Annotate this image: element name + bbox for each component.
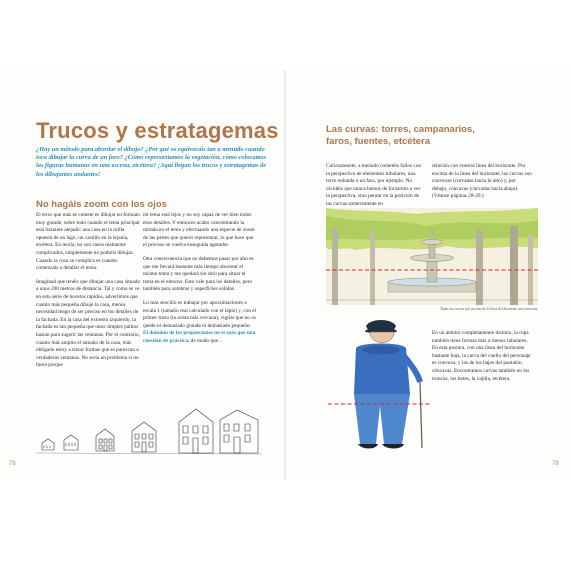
section-title-curves: Las curvas: torres, campanarios, faros, fuentes, etcétera xyxy=(326,124,475,147)
fountain-park-illustration xyxy=(326,208,538,305)
page-title: Trucos y estratagemas xyxy=(36,118,279,143)
paragraph-text: Lo más sencillo es trabajar por aproximaciones a escala 1 (tamaño real calculado con el lápiz) y, con el primer trazo (la arista más cercana), vigilar que no os quede ni demasiado grande ni demasiado pequeño. xyxy=(143,299,257,329)
page-number-left: 78 xyxy=(9,461,16,467)
paragraph: El error que más se comete es dibujar en formato muy grande, sobre todo cuando el tema principal está bastante alejado: una casa en la orilla opuesta de un lago, un castillo en la lejanía, etcétera. En teoría, no son casos realmente complicados, simplemente no podréis dibujar. Cuando la cosa se complica es cuando comenzáis a detallar el tema. xyxy=(36,212,140,272)
paragraph: Otra consecuencia que no debemos pasar por alto es que me llevará bastante más tiempo abocetar el mismo tema y me quedará sin sitio para situar el tema en el entorno. Esto vale para los detalles, pero también para sombras y superficies sólidas. xyxy=(143,255,254,293)
page-number-right: 79 xyxy=(552,461,559,467)
man-figure-illustration xyxy=(326,316,432,452)
left-column-1 xyxy=(36,212,140,376)
figure-caption: Todas las curvas por encima de la línea del horizonte son convexas. xyxy=(440,307,538,311)
right-column-3 xyxy=(432,330,532,389)
book-gutter xyxy=(284,70,286,480)
paragraph xyxy=(143,300,257,346)
paragraph: relación con vuestra línea del horizonte. Por encima de la línea del horizonte, las curvas son convexas (curvadas hacia lo alto) y, por debajo, cóncavas (curvadas hacia abajo). (Véanse páginas 28-29.) xyxy=(432,163,532,200)
paragraph: Curiosamente, a menudo cometéis fallos con la perspectiva de elementos tubulares, una torre redonda o un faro, por ejemplo. No olvidéis que nunca hemos de forzarnos a ver la perspectiva, sino pensar en la posición de las curvas someramente en xyxy=(326,163,422,207)
paragraph-end: de modo que… xyxy=(189,337,224,344)
section-title-zoom: No hagáis zoom con los ojos xyxy=(36,199,167,210)
paragraph: Imaginad que tenéis que dibujar una casa situada a unos 200 metros de distancia. Tal y como se ve en esta serie de bocetos rápidos, advertimos que cuanto más pequeña dibuje la casa, menos necesidad tengo de ser preciso en los detalles de la fachada. En la casa del extremo izquierdo, la fachada es tan pequeña que unos simples palitos bastan para sugerir las ventanas. Por el contrario, cuanto más amplio el tamaño de la casa, más obligado estoy a trazar formas que se parezcan a verdaderas ventanas. No sería un problema si no fuera porque xyxy=(36,278,140,369)
intro-text: ¿Hay un método para abordar el dibujo? ¿Por qué os equivocáis tan a menudo cuando toca dibujar la curva de un faro? ¿Cómo representamos la vegetación, cómo colocamos las figuras humanas en una escena, etcétera? ¡Aquí llegan los trucos y estratagemas de los dibujantes andantes! xyxy=(36,146,267,178)
right-column-2 xyxy=(432,163,532,207)
paragraph: mi tema está lejos y no soy capaz de ver bien todos esos detalles. Y entonces acabo concentrando la mirada en el tema y efectuando una especie de zoom de las partes que quiero representar, lo que hace que el proceso se vuelva enseguida agotador. xyxy=(143,212,255,249)
left-column-2 xyxy=(143,212,257,352)
paragraph: En un ámbito completamente distinto, la ropa también tiene formas más o menos tubulares. En esta postura, con una línea del horizonte bastante baja, la curva del cuello del personaje es convexa, y las de los bajos del pantalón, cóncavas. Encontramos curvas también en los troncos, los botes, la vajilla, etcétera. xyxy=(432,330,531,382)
right-column-1 xyxy=(326,163,424,215)
house-sketches-illustration xyxy=(34,398,266,458)
highlight-text: El dominio de las proporciones no es más que una cuestión de práctica, xyxy=(143,330,256,344)
